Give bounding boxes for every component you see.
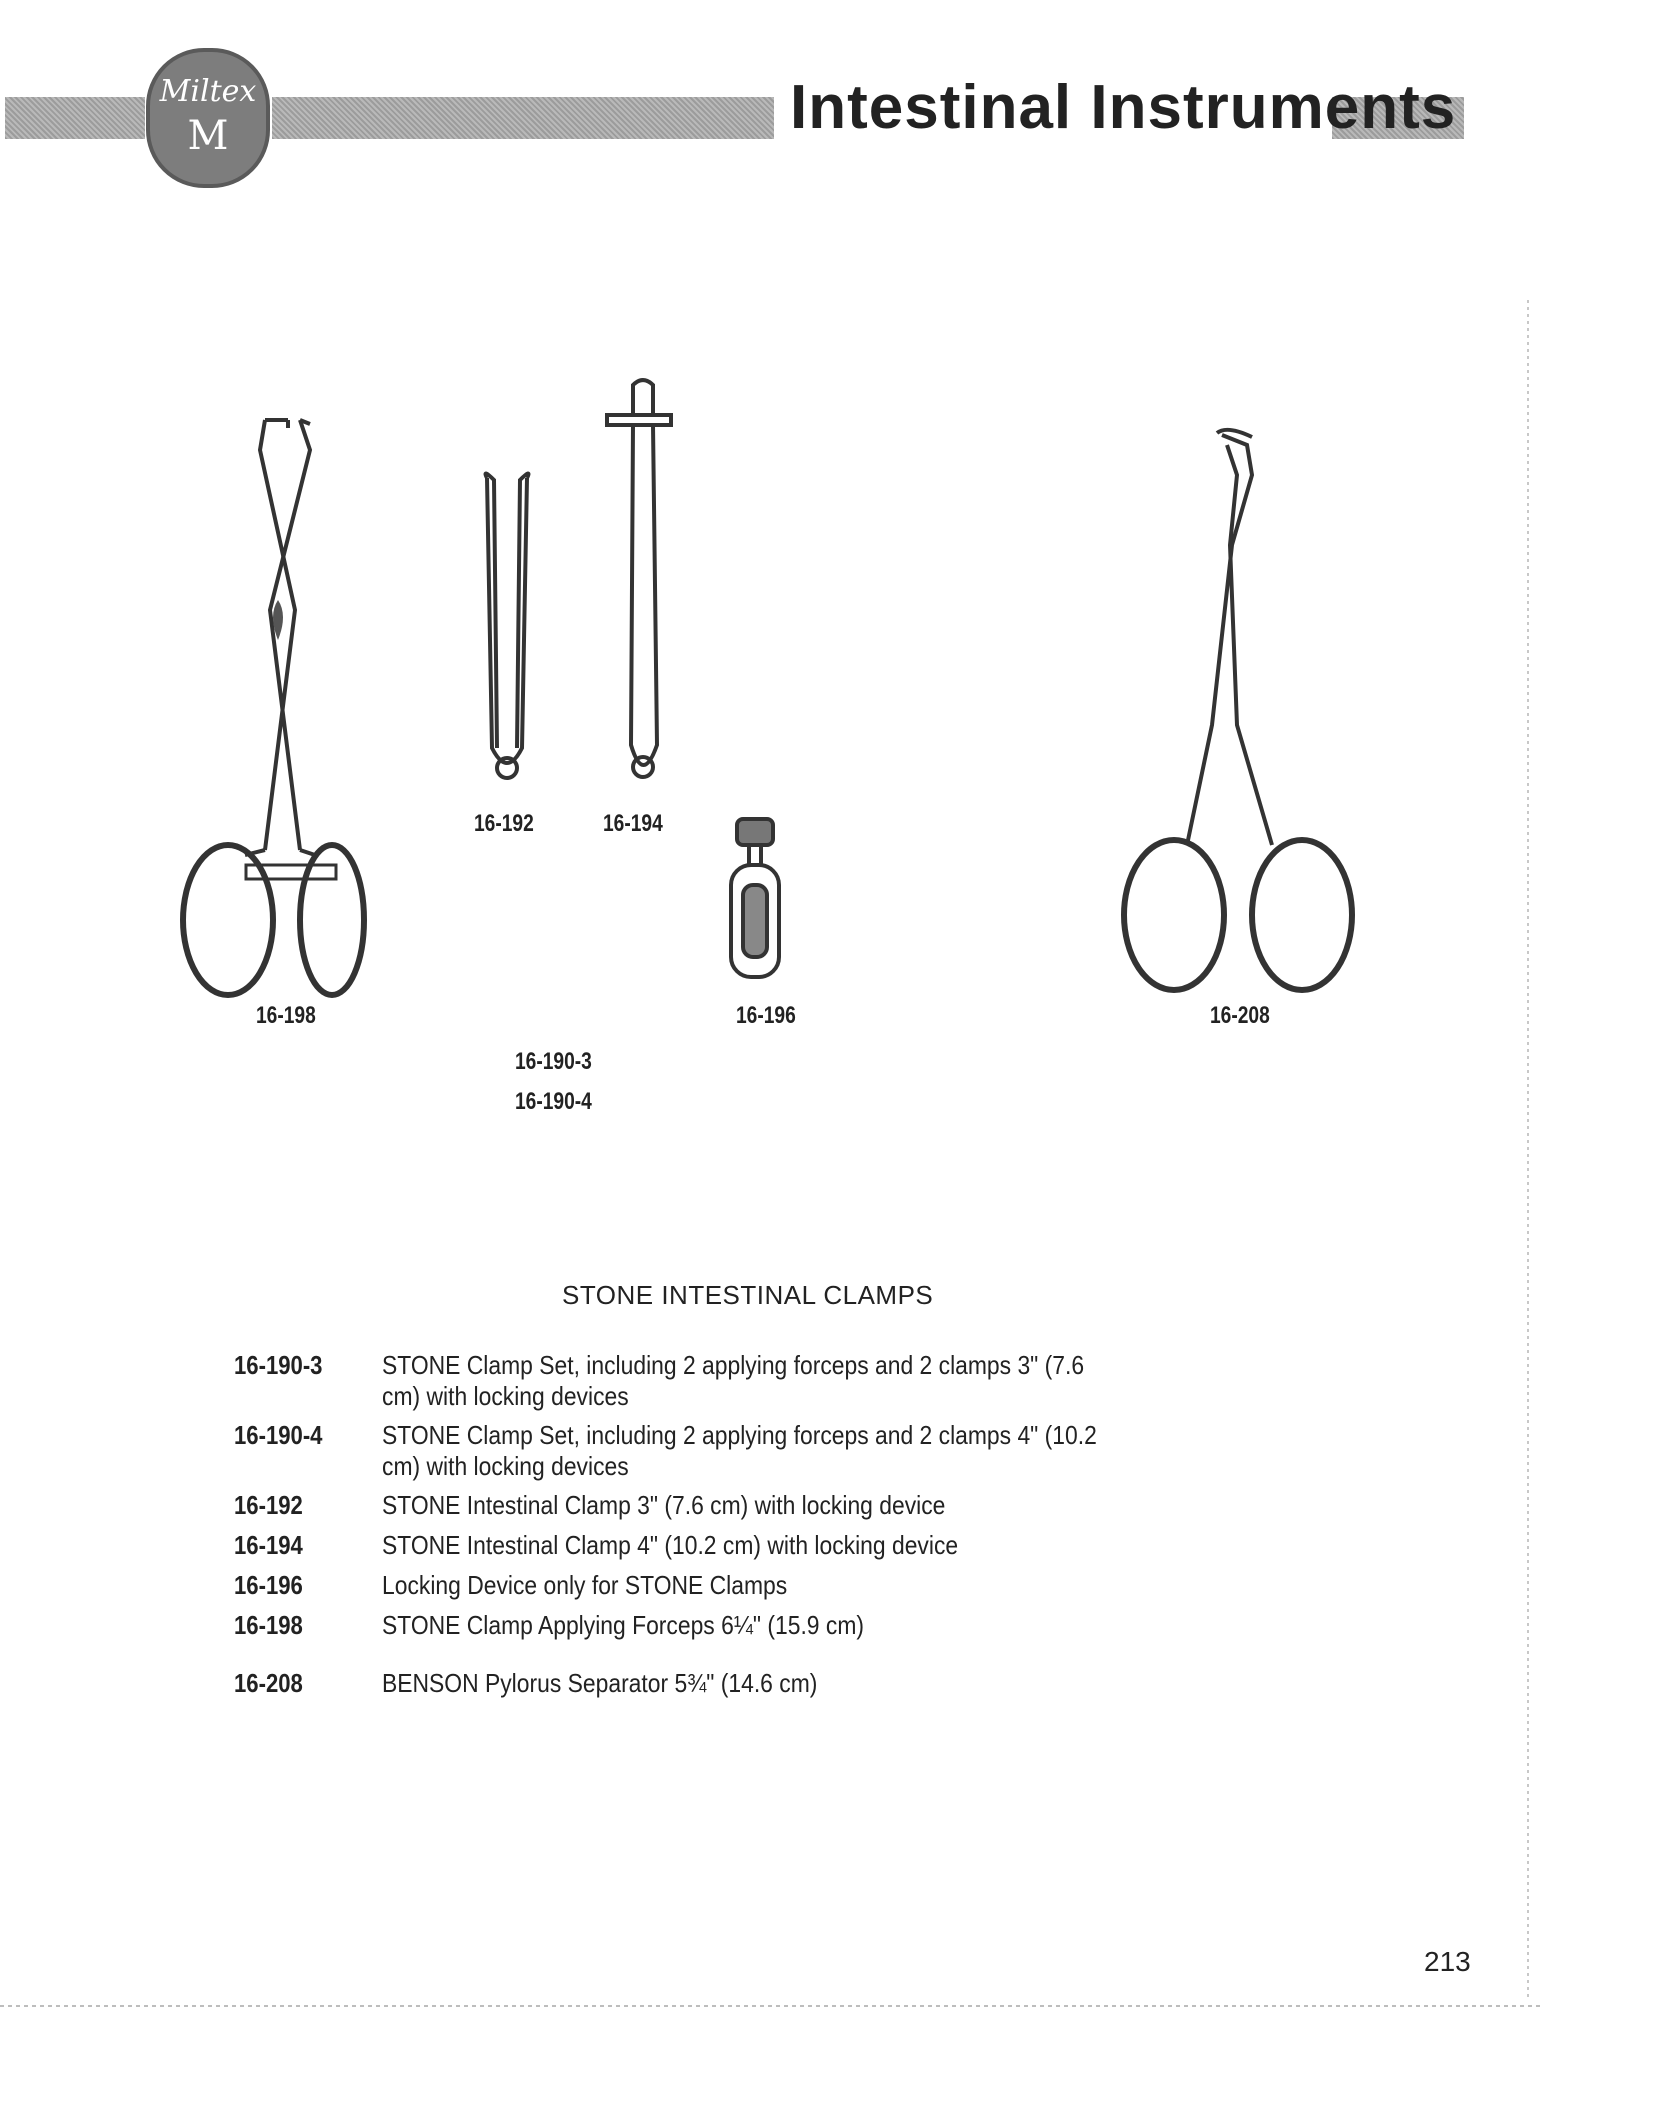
catalog-code: 16-190-4 bbox=[234, 1420, 323, 1450]
catalog-description: Locking Device only for STONE Clamps bbox=[382, 1570, 788, 1600]
catalog-code: 16-196 bbox=[234, 1570, 303, 1600]
catalog-description: STONE Clamp Set, including 2 applying forceps and 2 clamps 4" (10.2 cm) with locking devices bbox=[382, 1420, 1097, 1481]
catalog-description: STONE Intestinal Clamp 4" (10.2 cm) with locking device bbox=[382, 1530, 959, 1560]
header-bar-middle bbox=[272, 97, 774, 139]
catalog-code: 16-208 bbox=[234, 1668, 303, 1698]
figure-caption-16-190-3: 16-190-3 bbox=[515, 1048, 592, 1075]
catalog-description: STONE Clamp Set, including 2 applying forceps and 2 clamps 3" (7.6 cm) with locking devices bbox=[382, 1350, 1085, 1411]
figure-caption-16-198: 16-198 bbox=[256, 1002, 316, 1029]
catalog-code: 16-198 bbox=[234, 1610, 303, 1640]
page-number: 213 bbox=[1424, 1946, 1471, 1977]
page-title: Intestinal Instruments bbox=[790, 73, 1457, 142]
figure-caption-16-194: 16-194 bbox=[603, 810, 663, 837]
catalog-code: 16-194 bbox=[234, 1530, 303, 1560]
header-bar-left bbox=[5, 97, 145, 139]
catalog-code: 16-190-3 bbox=[234, 1350, 323, 1380]
forceps-16-198-illustration bbox=[170, 410, 370, 1000]
locking-device-16-196-illustration bbox=[725, 815, 785, 985]
section-title: STONE INTESTINAL CLAMPS bbox=[562, 1280, 934, 1310]
bottom-edge-scan-line bbox=[0, 2005, 1540, 2007]
logo-monogram: M bbox=[187, 113, 229, 159]
figure-caption-16-208: 16-208 bbox=[1210, 1002, 1270, 1029]
figure-caption-16-196: 16-196 bbox=[736, 1002, 796, 1029]
separator-16-208-illustration bbox=[1112, 425, 1382, 1000]
miltex-logo bbox=[146, 48, 270, 188]
figure-caption-16-190-4: 16-190-4 bbox=[515, 1088, 592, 1115]
catalog-code: 16-192 bbox=[234, 1490, 303, 1520]
clamp-16-194-illustration bbox=[605, 375, 675, 800]
logo-brand-text: Miltex bbox=[159, 74, 257, 109]
catalog-description: BENSON Pylorus Separator 5¾" (14.6 cm) bbox=[382, 1668, 818, 1698]
catalog-description: STONE Clamp Applying Forceps 6¼" (15.9 cm) bbox=[382, 1610, 865, 1640]
clamp-16-192-illustration bbox=[472, 468, 542, 798]
catalog-description: STONE Intestinal Clamp 3" (7.6 cm) with locking device bbox=[382, 1490, 946, 1520]
figure-caption-16-192: 16-192 bbox=[474, 810, 534, 837]
right-edge-scan-line bbox=[1527, 300, 1529, 2000]
